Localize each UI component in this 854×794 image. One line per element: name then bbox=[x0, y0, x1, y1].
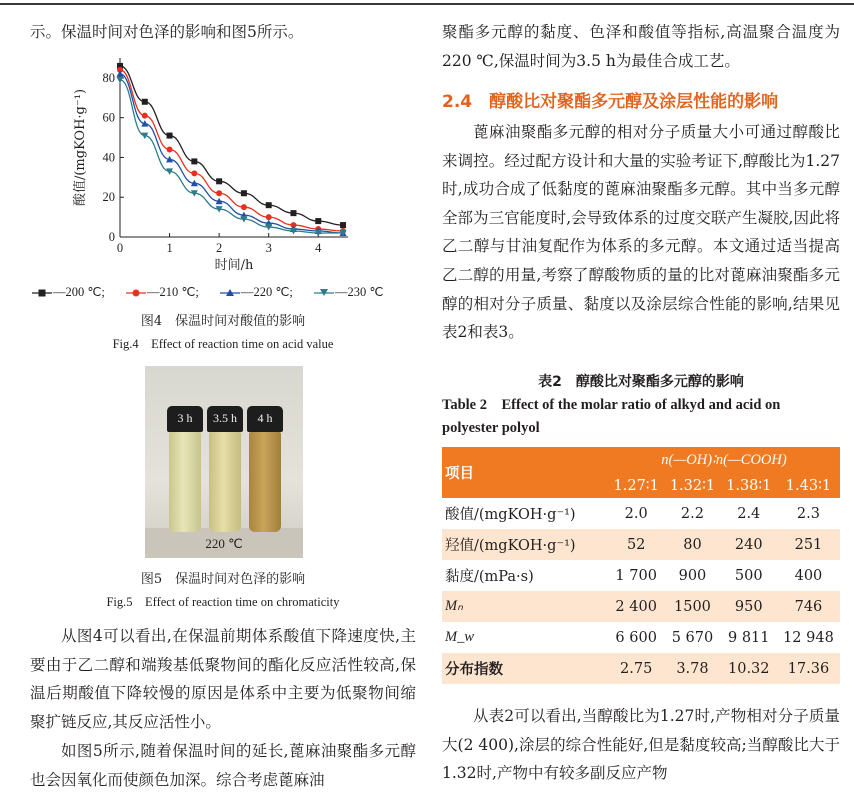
cell: 52 bbox=[608, 529, 664, 560]
table-header-row bbox=[442, 447, 840, 473]
table2-title-en: Table 2 Effect of the molar ratio of alkyd and acid on polyester polyol bbox=[442, 397, 781, 436]
legend-mark-200 bbox=[32, 290, 52, 297]
cell: 6 600 bbox=[615, 629, 657, 646]
cell: 2.2 bbox=[680, 505, 704, 522]
acid-value-chart bbox=[30, 52, 416, 284]
intro-line: 示。保温时间对色泽的影响和图5所示。 bbox=[30, 23, 304, 41]
data-point bbox=[142, 99, 148, 105]
data-point bbox=[167, 133, 173, 139]
cell: 2 400 bbox=[608, 591, 664, 622]
cell: 1 700 bbox=[615, 567, 657, 584]
table-row-acid-value bbox=[442, 498, 840, 529]
x-tick-label: 0 bbox=[116, 241, 124, 255]
right-paragraph-1: 蓖麻油聚酯多元醇的相对分子质量大小可通过醇酸比来调控。经过配方设计和大量的实验考证下,醇酸比为1.27时,成功合成了低黏度的蓖麻油聚酯多元醇。其中当多元醇全部为三官能度时,会导致体系的过度交联产生凝胶,因此将乙二醇与甘油复配作为体系的多元醇。本文通过适当提高乙二醇的用量,考察了醇酸物质的量的比对蓖麻油聚酯多元醇的相对分子质量、黏度以及涂层综合性能的影响,结果见表2和表3。 bbox=[442, 123, 840, 342]
data-point bbox=[216, 190, 222, 196]
row-label: 酸值/(mgKOH·g⁻¹) bbox=[445, 507, 576, 523]
cell: 2.0 bbox=[624, 505, 648, 522]
legend-label-230: —230 ℃ bbox=[335, 285, 384, 299]
fig4-caption-cn: 图4 保温时间对酸值的影响 bbox=[140, 314, 306, 329]
row-label: M_w bbox=[445, 629, 474, 645]
table2-title-cn: 表2 醇酸比对聚酯多元醇的影响 bbox=[538, 374, 744, 390]
header-item: 项目 bbox=[442, 447, 608, 498]
legend-mark-230 bbox=[314, 289, 334, 296]
data-point bbox=[191, 170, 197, 176]
ratio-3: 1.38∶1 bbox=[721, 473, 777, 498]
cell: 240 bbox=[721, 529, 777, 560]
legend-label-210: —210 ℃; bbox=[147, 285, 199, 299]
row-label: 羟值/(mgKOH·g⁻¹) bbox=[442, 529, 608, 560]
x-tick-label: 1 bbox=[166, 241, 173, 255]
y-tick-label: 80 bbox=[102, 70, 115, 85]
cell: 900 bbox=[678, 567, 707, 584]
data-point bbox=[315, 218, 321, 224]
cell: 2.4 bbox=[737, 505, 761, 522]
legend-label-220: —220 ℃; bbox=[241, 285, 293, 299]
cell: 251 bbox=[777, 529, 840, 560]
cell: 1500 bbox=[664, 591, 720, 622]
y-tick-label: 20 bbox=[102, 190, 115, 205]
data-point bbox=[290, 210, 296, 216]
cell: 10.32 bbox=[721, 653, 777, 684]
data-point bbox=[167, 146, 173, 152]
fig4-caption-en: Fig.4 Effect of reaction time on acid value bbox=[112, 337, 334, 351]
table-row-mw bbox=[442, 622, 840, 653]
data-point bbox=[266, 214, 272, 220]
x-tick-label: 4 bbox=[315, 241, 322, 255]
ratio-2: 1.32∶1 bbox=[664, 473, 720, 498]
cell: 3.78 bbox=[664, 653, 720, 684]
cell: 5 670 bbox=[671, 629, 714, 646]
cell: 12 948 bbox=[783, 629, 834, 646]
data-point bbox=[241, 190, 247, 196]
cell: 400 bbox=[794, 567, 823, 584]
y-tick-label: 0 bbox=[108, 230, 115, 244]
header-ratio-group: n(—OH)∶n(—COOH) bbox=[608, 447, 840, 473]
vial-label-4h: 4 h bbox=[257, 411, 273, 425]
right-paragraph-0: 聚酯多元醇的黏度、色泽和酸值等指标,高温聚合温度为220 ℃,保温时间为3.5 h为最佳合成工艺。 bbox=[442, 23, 840, 70]
x-tick-label: 3 bbox=[265, 241, 272, 255]
left-paragraph-2: 如图5所示,随着保温时间的延长,蓖麻油聚酯多元醇也会因氧化而使颜色加深。综合考虑蓖麻油 bbox=[30, 742, 416, 789]
table-row-viscosity bbox=[442, 560, 840, 591]
cell: 746 bbox=[777, 591, 840, 622]
chart-legend bbox=[30, 284, 416, 302]
legend-mark-220 bbox=[220, 289, 240, 296]
data-point bbox=[216, 178, 222, 184]
legend-mark-210 bbox=[126, 290, 146, 297]
table-row-hydroxyl-value bbox=[442, 529, 840, 560]
y-tick-label: 40 bbox=[102, 150, 115, 165]
fig5-caption-en: Fig.5 Effect of reaction time on chromaticity bbox=[106, 595, 340, 609]
vial-3h bbox=[167, 406, 203, 532]
ratio-1: 1.27∶1 bbox=[608, 473, 664, 498]
vial-3.5h bbox=[207, 406, 243, 532]
data-point bbox=[142, 113, 148, 119]
cell: 9 811 bbox=[728, 629, 770, 646]
series-line-2 bbox=[120, 74, 343, 233]
row-label: 黏度/(mPa·s) bbox=[445, 569, 534, 585]
legend-label-200: —200 ℃; bbox=[53, 285, 105, 299]
left-paragraph-1: 从图4可以看出,在保温前期体系酸值下降速度快,主要由于乙二醇和端羧基低聚物间的酯化反应活性较高,保温后期酸值下降较慢的原因是体系中主要为低聚物间缩聚扩链反应,其反应活性小。 bbox=[30, 627, 416, 731]
data-point bbox=[340, 222, 346, 228]
cell: 950 bbox=[721, 591, 777, 622]
ratio-4: 1.43∶1 bbox=[777, 473, 840, 498]
data-point bbox=[191, 158, 197, 164]
data-point bbox=[241, 204, 247, 210]
cell: 500 bbox=[734, 567, 763, 584]
row-label: Mₙ bbox=[442, 591, 608, 622]
y-axis-label: 酸值/(mgKOH·g⁻¹) bbox=[73, 88, 88, 207]
table-row-dispersity bbox=[442, 653, 840, 684]
series-line-1 bbox=[120, 70, 343, 231]
series-line-3 bbox=[120, 80, 343, 233]
right-paragraph-2: 从表2可以看出,当醇酸比为1.27时,产物相对分子质量大(2 400),涂层的综合性能好,但是黏度较高;当醇酸比大于1.32时,产物中有较多副反应产物 bbox=[442, 707, 840, 783]
table-2 bbox=[442, 447, 840, 684]
cell: 2.3 bbox=[796, 505, 820, 522]
data-point bbox=[266, 202, 272, 208]
fig5-caption-cn: 图5 保温时间对色泽的影响 bbox=[140, 572, 306, 587]
section-heading: 2.4 醇酸比对聚酯多元醇及涂层性能的影响 bbox=[442, 92, 779, 112]
cell: 17.36 bbox=[777, 653, 840, 684]
photo-temp-label: 220 ℃ bbox=[205, 536, 243, 551]
vials-photo bbox=[145, 366, 303, 558]
cell: 2.75 bbox=[608, 653, 664, 684]
vial-4h bbox=[247, 406, 283, 532]
x-tick-label: 2 bbox=[216, 241, 223, 255]
y-tick-label: 60 bbox=[102, 110, 115, 125]
top-rule bbox=[0, 3, 854, 5]
row-label: 分布指数 bbox=[442, 653, 608, 684]
cell: 80 bbox=[664, 529, 720, 560]
vial-label-3.5h: 3.5 h bbox=[213, 411, 237, 425]
x-axis-label: 时间/h bbox=[214, 258, 254, 273]
vial-label-3h: 3 h bbox=[177, 411, 193, 425]
series-line-0 bbox=[120, 66, 343, 225]
table-row-mn bbox=[442, 591, 840, 622]
